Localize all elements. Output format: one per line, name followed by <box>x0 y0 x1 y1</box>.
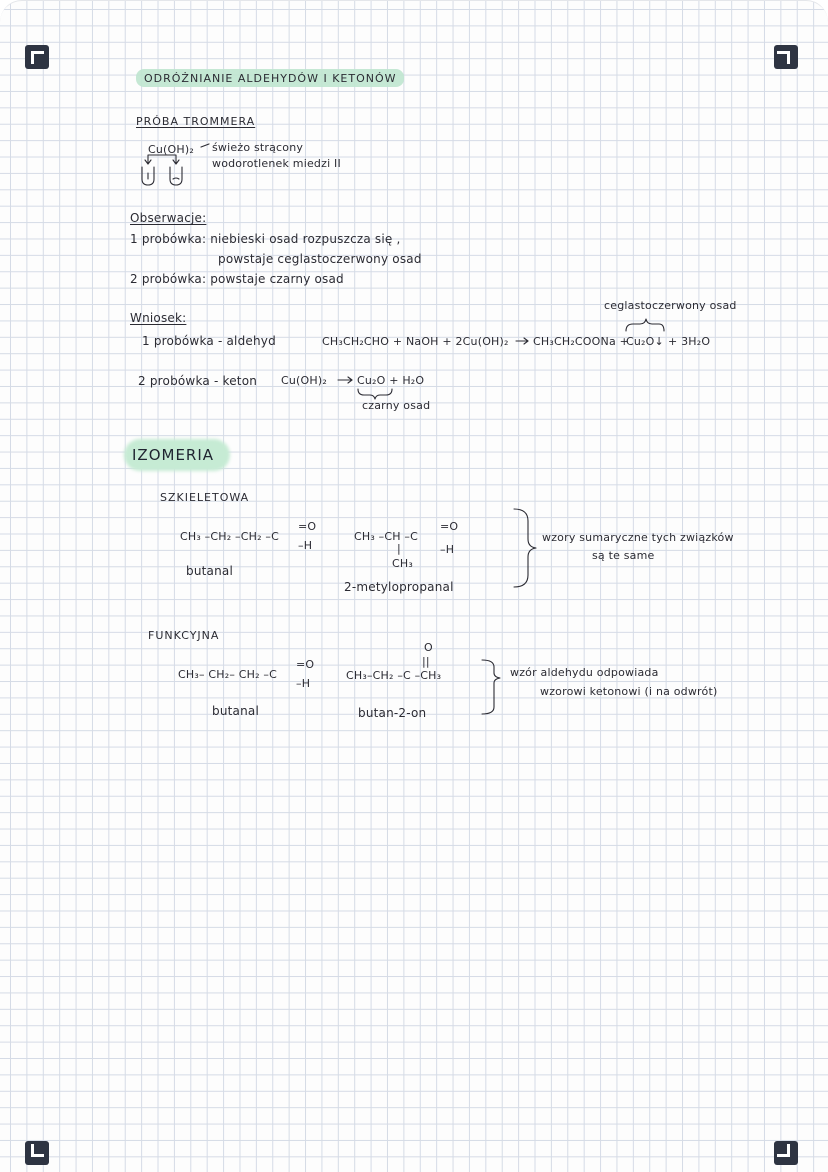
test-tube-2-content <box>173 178 179 179</box>
equation-2-reactant: Cu(OH)₂ <box>281 374 327 387</box>
equation-1-precipitate: Cu₂O↓ <box>626 335 664 348</box>
equation-1-water: + 3H₂O <box>668 335 711 348</box>
page-title: ODRÓŻNIANIE ALDEHYDÓW I KETONÓW <box>144 72 397 85</box>
ink-strokes <box>0 1 828 1172</box>
subheading-szkieletowa: SZKIELETOWA <box>160 491 250 504</box>
molecule-metylopropanal-branch: CH₃ <box>392 557 413 570</box>
reagent-note-1: świeżo strącony <box>212 141 304 154</box>
underbrace-label: czarny osad <box>362 399 431 412</box>
equation-2-products: Cu₂O + H₂O <box>357 374 425 387</box>
molecule-metylopropanal-branch-bond: | <box>397 542 401 555</box>
molecule-butanal-name: butanal <box>186 564 233 578</box>
underbrace-icon <box>358 389 392 399</box>
conclusion-2-label: 2 probówka - keton <box>138 374 258 388</box>
molecule-butanal-2-oxygen: =O <box>296 658 315 671</box>
skeletal-note-1: wzory sumaryczne tych związków <box>542 531 734 544</box>
molecule-butanal-2-hydrogen: –H <box>296 677 311 690</box>
section-heading-proba: PRÓBA TROMMERA <box>136 115 256 128</box>
observation-line-2: powstaje ceglastoczerwony osad <box>218 252 422 266</box>
observation-line-3: 2 probówka: powstaje czarny osad <box>130 272 344 286</box>
test-tube-2-icon <box>170 167 182 185</box>
section-heading-izomeria: IZOMERIA <box>132 446 215 464</box>
molecule-butanal-hydrogen: –H <box>298 539 313 552</box>
molecule-metylopropanal-oxygen: =O <box>440 520 459 533</box>
functional-note-1: wzór aldehydu odpowiada <box>510 666 659 679</box>
equation-1-reactants: CH₃CH₂CHO + NaOH + 2Cu(OH)₂ <box>322 335 509 348</box>
functional-note-2: wzorowi ketonowi (i na odwrót) <box>540 685 718 698</box>
section-heading-wniosek: Wniosek: <box>130 311 187 325</box>
molecule-metylopropanal-name: 2-metylopropanal <box>344 580 454 594</box>
skeletal-note-2: są te same <box>592 549 655 562</box>
molecule-butanon-name: butan-2-on <box>358 706 427 720</box>
section-heading-obserwacje: Obserwacje: <box>130 211 207 225</box>
molecule-butanal-2-name: butanal <box>212 704 259 718</box>
overbrace-icon <box>626 319 664 331</box>
molecule-butanal-chain: CH₃ –CH₂ –CH₂ –C <box>180 530 279 543</box>
molecule-butanon-double-bond: || <box>422 655 430 668</box>
functional-brace-icon <box>482 660 500 714</box>
skeletal-brace-icon <box>514 509 536 587</box>
overbrace-label: ceglastoczerwony osad <box>604 299 737 312</box>
reagent-arrow-right <box>160 155 176 163</box>
reagent-formula: Cu(OH)₂ <box>148 143 194 156</box>
molecule-butanon-oxygen: O <box>424 641 433 654</box>
molecule-metylopropanal-chain: CH₃ –CH –C <box>354 530 418 543</box>
subheading-funkcyjna: FUNKCYJNA <box>148 629 220 642</box>
reagent-note-2: wodorotlenek miedzi II <box>212 157 341 170</box>
equation-1-product-a: CH₃CH₂COONa + <box>533 335 630 348</box>
molecule-butanal-2-chain: CH₃– CH₂– CH₂ –C <box>178 668 277 681</box>
observation-line-1: 1 probówka: niebieski osad rozpuszcza się , <box>130 232 401 246</box>
molecule-butanal-oxygen: =O <box>298 520 317 533</box>
conclusion-1-label: 1 probówka - aldehyd <box>142 334 276 348</box>
note-dash <box>201 144 209 147</box>
molecule-metylopropanal-hydrogen: –H <box>440 543 455 556</box>
molecule-butanon-chain: CH₃–CH₂ –C –CH₃ <box>346 669 442 682</box>
